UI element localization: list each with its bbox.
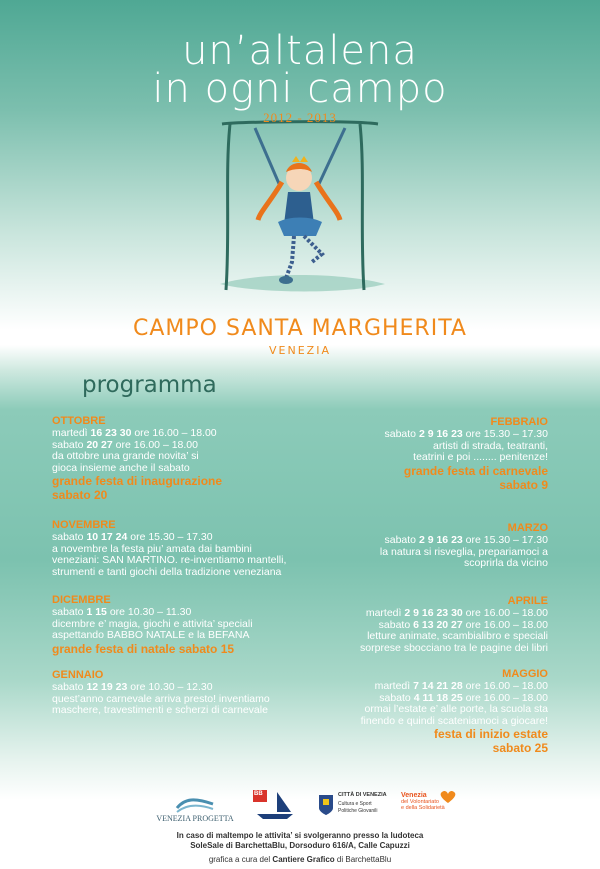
- aprile-block: [248, 595, 548, 654]
- footer-credits: grafica a cura del Cantiere Grafico di BarchettaBlu: [208, 855, 392, 864]
- description-line: dicembre e’ magia, giochi e attivita’ speciali: [52, 617, 253, 630]
- highlight-event: grande festa di inaugurazione: [52, 474, 223, 488]
- schedule-line: sabato 12 19 23 ore 10.30 – 12.30: [52, 681, 213, 693]
- description-line: teatrini e poi ........ penitenze!: [413, 451, 548, 463]
- footer-line-1: In caso di maltempo le attivita’ si svolgeranno presso la ludoteca: [176, 831, 424, 840]
- highlight-event: grande festa di carnevale: [403, 463, 548, 478]
- month-label: NOVEMBRE: [52, 519, 116, 531]
- description-line: veneziani: SAN MARTINO. re-inventiamo mantelli,: [52, 554, 287, 566]
- footer-line-2: SoleSale di BarchettaBlu, Dorsoduro 616/A, Calle Capuzzi: [190, 841, 410, 850]
- wave-icon: [175, 796, 215, 814]
- schedule-line: sabato 20 27 ore 16.00 – 18.00: [52, 438, 198, 451]
- schedule-line: sabato 10 17 24 ore 15.30 – 17.30: [52, 531, 213, 543]
- description-line: letture animate, scambialibro e speciali: [367, 630, 548, 642]
- month-label: OTTOBRE: [52, 415, 106, 427]
- schedule-line: sabato 1 15 ore 10.30 – 11.30: [52, 606, 192, 618]
- programma-heading: programma: [82, 372, 217, 398]
- schedule-line: sabato 4 11 18 25 ore 16.00 – 18.00: [379, 691, 548, 704]
- title-line-1: un’altalena: [182, 28, 418, 74]
- schedule-line: sabato 2 9 16 23 ore 15.30 – 17.30: [384, 428, 548, 440]
- schedule-line: martedì 16 23 30 ore 16.00 – 18.00: [52, 427, 217, 439]
- description-line: quest’anno carnevale arriva presto! inventiamo: [52, 692, 270, 705]
- heart-icon: [439, 790, 457, 804]
- sponsor-logos: VENEZIA PROGETTA BB CITTÀ DI VENEZIA Cultura e Sport Politiche Giovanili Venezia del Volontariato e della Solidarietà: [0, 790, 600, 830]
- schedule-line: martedì 2 9 16 23 30 ore 16.00 – 18.00: [365, 607, 548, 619]
- campo-title: CAMPO SANTA MARGHERITA: [133, 316, 467, 341]
- description-line: gioca insieme anche il sabato: [52, 461, 190, 474]
- highlight-event: festa di inizio estate: [433, 727, 548, 741]
- highlight-event: grande festa di natale sabato 15: [52, 641, 235, 656]
- highlight-date: sabato 25: [492, 741, 548, 755]
- febbraio-block: [248, 416, 548, 492]
- description-line: la natura si risveglia, prepariamoci a: [379, 545, 548, 558]
- description-line: artisti di strada, teatranti,: [433, 439, 548, 452]
- description-line: sorprese sbocciano tra le pagine dei libri: [360, 641, 548, 654]
- title-line-2: in ogni campo: [152, 66, 448, 112]
- description-line: finendo e quindi scateniamoci a giocare!: [360, 714, 548, 727]
- description-line: maschere, travestimenti e scherzi di carnevale: [52, 704, 268, 716]
- description-line: scoprirla da vicino: [463, 557, 548, 569]
- schedule-line: martedì 7 14 21 28 ore 16.00 – 18.00: [374, 680, 548, 692]
- highlight-date: sabato 20: [52, 488, 108, 502]
- month-label: APRILE: [507, 595, 548, 607]
- volontariato-logo: Venezia del Volontariato e della Solidarietà: [401, 792, 461, 811]
- marzo-block: [248, 522, 548, 570]
- city-label: VENEZIA: [269, 344, 331, 357]
- month-label: MAGGIO: [502, 668, 548, 680]
- schedule-line: sabato 6 13 20 27 ore 16.00 – 18.00: [378, 618, 548, 631]
- month-label: MARZO: [507, 522, 548, 534]
- description-line: aspettando BABBO NATALE e la BEFANA: [52, 629, 250, 641]
- years-label: 2012 - 2013: [263, 110, 337, 125]
- crest-icon: [318, 794, 334, 816]
- highlight-date: sabato 9: [499, 477, 548, 492]
- venezia-progetta-logo: VENEZIA PROGETTA: [145, 796, 245, 823]
- barchetta-blu-logo: BB: [253, 790, 295, 820]
- schedule-line: sabato 2 9 16 23 ore 15.30 – 17.30: [384, 534, 548, 546]
- maggio-block: [248, 668, 548, 755]
- month-label: GENNAIO: [52, 669, 104, 681]
- month-label: FEBBRAIO: [490, 416, 548, 428]
- description-line: a novembre la festa piu’ amata dai bambini: [52, 542, 252, 555]
- swing-girl-illustration: [200, 112, 400, 312]
- description-line: da ottobre una grande novita’ si: [52, 450, 199, 462]
- description-line: ormai l’estate e’ alle porte, la scuola sta: [364, 703, 548, 715]
- month-label: DICEMBRE: [52, 594, 111, 606]
- description-line: strumenti e tanti giochi della tradizione veneziana: [52, 565, 282, 578]
